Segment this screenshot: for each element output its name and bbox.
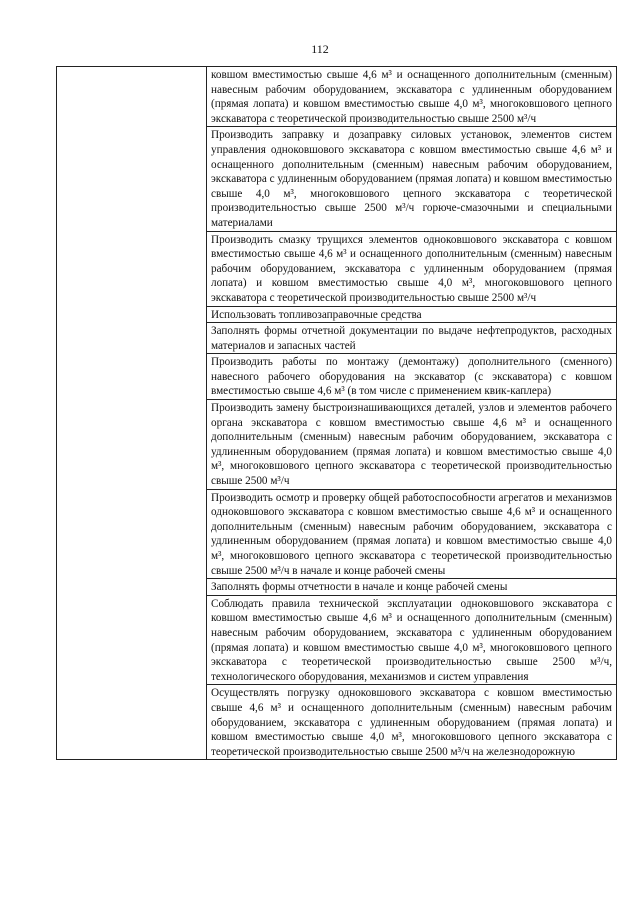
table-cell: Соблюдать правила технической эксплуатации одноковшового экскаватора с ковшом вместимостью свыше 4,6 м³ и оснащенного дополнительным (сменным) навесным рабочим оборудованием, экскаватора с удлиненным оборудованием (прямая лопата) и ковшом вместимостью свыше 4,0 м³, многоковшового цепного экскаватора с теоретической производительностью свыше 2500 м³/ч, технологического оборудования, механизмов и систем управления bbox=[207, 595, 617, 685]
table-cell: Производить замену быстроизнашивающихся деталей, узлов и элементов рабочего органа экскаватора с ковшом вместимостью свыше 4,6 м³ и оснащенного дополнительным (сменным) навесным рабочим оборудованием, экскаватора с удлиненным оборудованием (прямая лопата) и ковшом вместимостью свыше 4,0 м³, многоковшового цепного экскаватора с теоретической производительностью свыше 2500 м³/ч bbox=[207, 400, 617, 490]
table-cell: Заполнять формы отчетной документации по выдаче нефтепродуктов, расходных материалов и запасных частей bbox=[207, 323, 617, 354]
table-cell: Использовать топливозаправочные средства bbox=[207, 306, 617, 323]
table-cell: ковшом вместимостью свыше 4,6 м³ и оснащенного дополнительным (сменным) навесным рабочим оборудованием, экскаватора с удлиненным оборудованием (прямая лопата) и ковшом вместимостью свыше 4,0 м³, многоковшового цепного экскаватора с теоретической производительностью свыше 2500 м³/ч bbox=[207, 67, 617, 127]
table-cell: Производить смазку трущихся элементов одноковшового экскаватора с ковшом вместимостью свыше 4,6 м³ и оснащенного дополнительным (сменным) навесным рабочим оборудованием, экскаватора с удлиненным оборудованием (прямая лопата) и ковшом вместимостью свыше 4,0 м³, многоковшового цепного экскаватора с теоретической производительностью свыше 2500 м³/ч bbox=[207, 231, 617, 306]
table-cell: Производить осмотр и проверку общей работоспособности агрегатов и механизмов одноковшового экскаватора с ковшом вместимостью свыше 4,6 м³ и оснащенного дополнительным (сменным) навесным рабочим оборудованием, экскаватора с удлиненным оборудованием (прямая лопата) и ковшом вместимостью свыше 4,0 м³, многоковшового цепного экскаватора с теоретической производительностью свыше 2500 м³/ч в начале и конце рабочей смены bbox=[207, 489, 617, 579]
left-column-cell bbox=[57, 67, 207, 760]
requirements-table bbox=[56, 66, 617, 760]
table-cell: Производить заправку и дозаправку силовых установок, элементов систем управления одноковшового экскаватора с ковшом вместимостью свыше 4,6 м³ и оснащенного дополнительным (сменным) навесным рабочим оборудованием, экскаватора с удлиненным оборудованием (прямая лопата) и ковшом вместимостью свыше 4,0 м³, многоковшового цепного экскаватора с теоретической производительностью свыше 2500 м³/ч горюче-смазочными и специальными материалами bbox=[207, 127, 617, 231]
page-number: 112 bbox=[311, 42, 329, 56]
table-cell: Осуществлять погрузку одноковшового экскаватора с ковшом вместимостью свыше 4,6 м³ и оснащенного дополнительным (сменным) навесным рабочим оборудованием, экскаватора с удлиненным оборудованием (прямая лопата) и ковшом вместимостью свыше 4,0 м³, многоковшового цепного экскаватора с теоретической производительностью свыше 2500 м³/ч на железнодорожную bbox=[207, 685, 617, 760]
table-cell: Заполнять формы отчетности в начале и конце рабочей смены bbox=[207, 579, 617, 596]
table-row bbox=[57, 67, 617, 127]
table-cell: Производить работы по монтажу (демонтажу) дополнительного (сменного) навесного рабочего оборудования на экскаватор (с экскаватора) с ковшом вместимостью свыше 4,6 м³ (в том числе с применением квик-каплера) bbox=[207, 354, 617, 400]
